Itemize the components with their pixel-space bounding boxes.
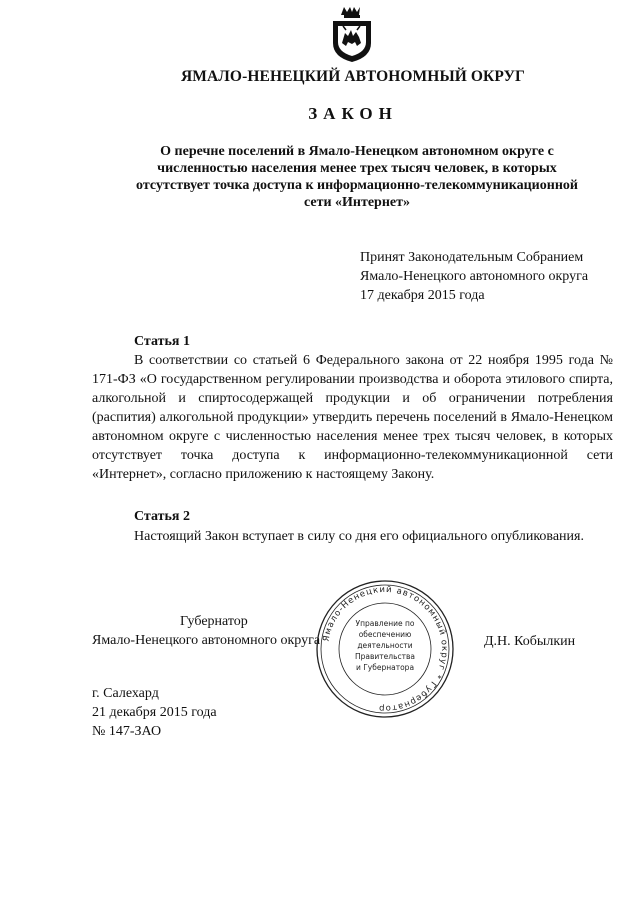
- svg-text:обеспечению: обеспечению: [358, 630, 412, 639]
- adoption-date: 17 декабря 2015 года: [360, 288, 485, 303]
- document-footer: [92, 684, 217, 741]
- article-1-title: Статья 1: [134, 334, 190, 349]
- signatory-position: Губернатор: [180, 614, 248, 629]
- official-stamp-seal: [314, 578, 456, 720]
- article-1-text: В соответствии со статьей 6 Федерального закона от 22 ноября 1995 года № 171-ФЗ «О государственном регулировании производства и оборота этилового спирта, алкогольной и спиртосодержащей продукции и об ограничении потребления (распития) алкогольной продукции» утвердить перечень поселений в Ямало-Ненецком автономном округе с численностью населения менее трех тысяч человек, в которых отсутствует точка доступа к информационно-телекоммуникационной сети «Интернет», согласно приложению к настоящему Закону.: [92, 353, 613, 482]
- svg-text:Правительства: Правительства: [355, 652, 415, 661]
- law-number: № 147-ЗАО: [92, 724, 162, 739]
- region-heading: ЯМАЛО-НЕНЕЦКИЙ АВТОНОМНЫЙ ОКРУГ: [180, 68, 526, 85]
- adoption-line-1: Принят Законодательным Собранием: [360, 250, 584, 265]
- place-of-signing: г. Салехард: [92, 686, 159, 701]
- adoption-note: [360, 248, 630, 305]
- signatory-organization: Ямало-Ненецкого автономного округа: [92, 633, 321, 648]
- article-2-title: Статья 2: [134, 509, 190, 524]
- article-2-body: [92, 527, 613, 546]
- law-title: О перечне поселений в Ямало-Ненецком автономном округе с численностью населения менее трех тысяч человек, в которых отсутствует точка доступа к информационно-телекоммуникационной сети «Интернет»: [136, 144, 578, 210]
- signing-date: 21 декабря 2015 года: [92, 705, 217, 720]
- svg-text:деятельности: деятельности: [357, 641, 413, 650]
- svg-text:Управление по: Управление по: [355, 619, 415, 628]
- svg-text:и Губернатора: и Губернатора: [355, 663, 415, 672]
- article-2-text: Настоящий Закон вступает в силу со дня его официального опубликования.: [134, 529, 584, 544]
- article-1-body: [92, 351, 613, 484]
- svg-text:Ямало-Ненецкий автономный окру: Ямало-Ненецкий автономный округ * Губернатор: [321, 584, 450, 714]
- adoption-line-2: Ямало-Ненецкого автономного округа: [360, 269, 589, 284]
- document-type-heading: ЗАКОН: [308, 104, 398, 123]
- coat-of-arms-emblem: [330, 5, 374, 63]
- signatory-name: Д.Н. Кобылкин: [484, 634, 576, 649]
